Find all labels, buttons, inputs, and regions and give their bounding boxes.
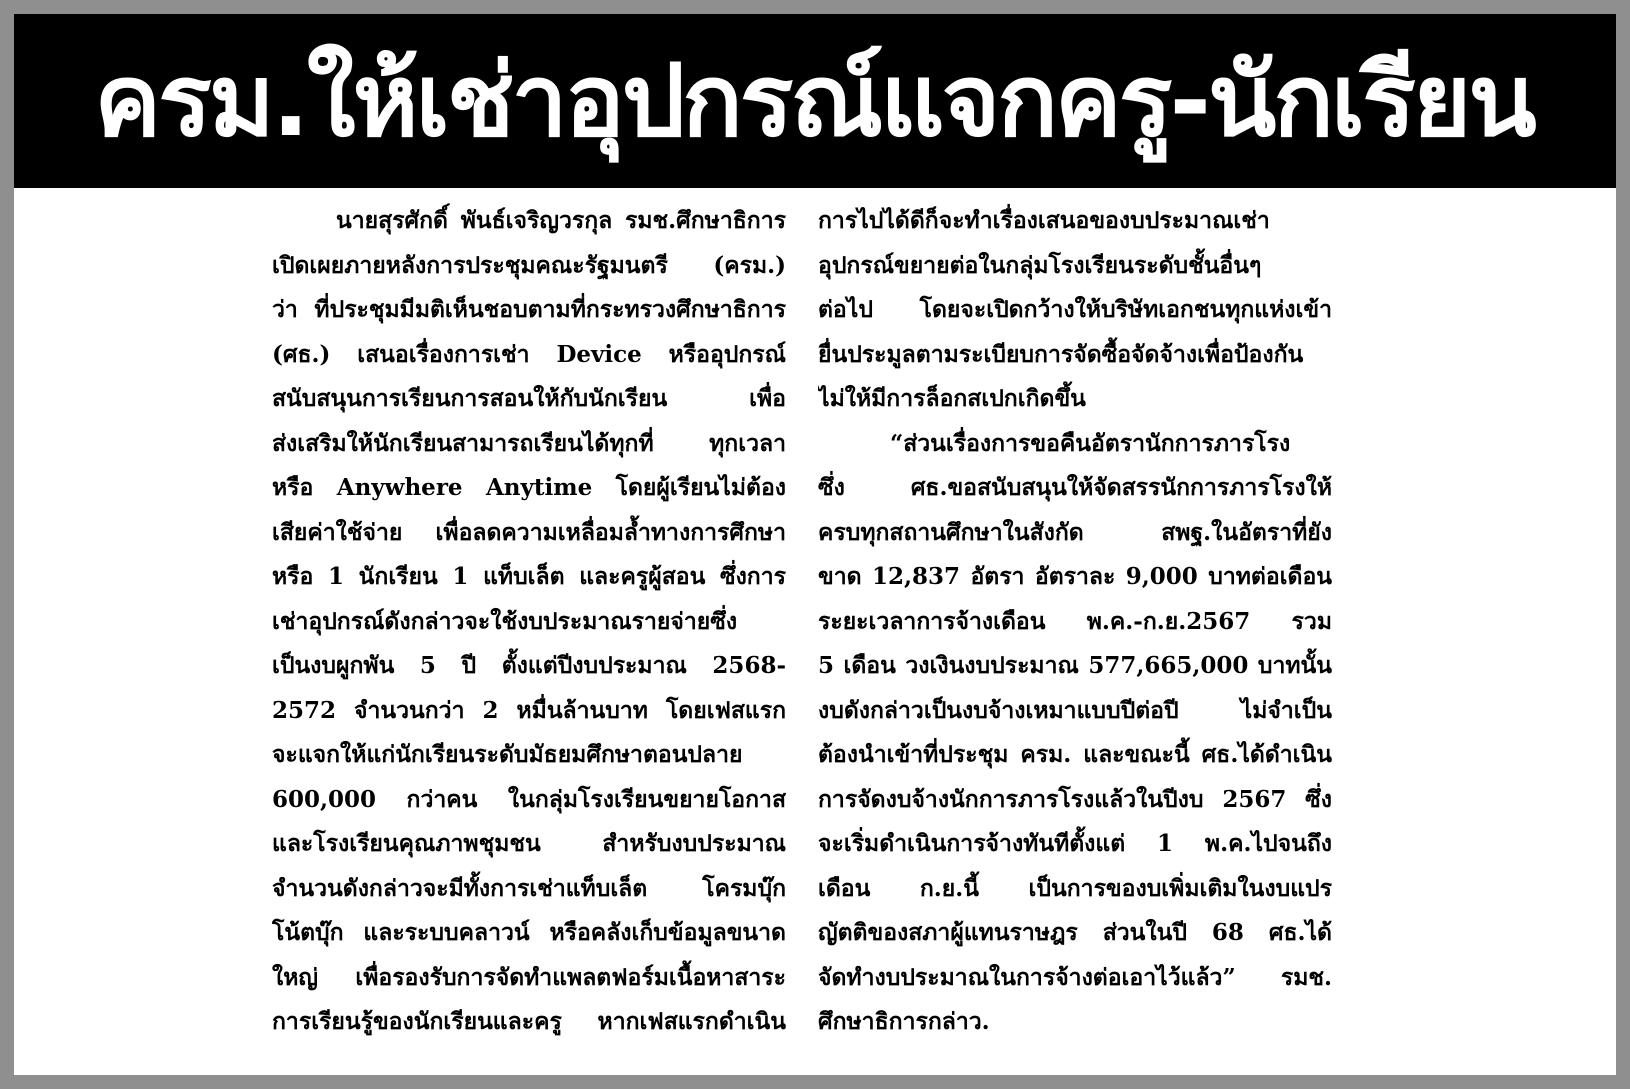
article-line: การจัดงบจ้างนักการภารโรงแล้วในปีงบ 2567 ซึ่ง [818, 785, 1332, 813]
article-line: นายสุรศักดิ์ พันธ์เจริญวรกุล รมช.ศึกษาธิการ [336, 207, 786, 234]
article-line: ไม่ให้มีการล็อกสเปกเกิดขึ้น [818, 385, 1086, 412]
article-line: โน้ตบุ๊ก และระบบคลาวน์ หรือคลังเก็บข้อมูลขนาด [272, 919, 786, 946]
article-line: ระยะเวลาการจ้างเดือน พ.ค.-ก.ย.2567 รวม [818, 607, 1332, 635]
article-line: 5 เดือน วงเงินงบประมาณ 577,665,000 บาทนั้น [818, 652, 1332, 679]
article-line: สนับสนุนการเรียนการสอนให้กับนักเรียน เพื่อ [272, 385, 786, 412]
article-line: ซึ่ง ศธ.ขอสนับสนุนให้จัดสรรนักการภารโรงให้ [818, 474, 1332, 501]
article-column-left [272, 199, 786, 1059]
article-line: ยื่นประมูลตามระเบียบการจัดซื้อจัดจ้างเพื่อป้องกัน [818, 340, 1304, 368]
article-line: เสียค่าใช้จ่าย เพื่อลดความเหลื่อมล้ำทางการศึกษา [272, 518, 786, 546]
article-line: และโรงเรียนคุณภาพชุมชน สำหรับงบประมาณ [272, 830, 786, 857]
newspaper-clipping [14, 14, 1616, 1075]
article-line: จัดทำงบประมาณในการจ้างต่อเอาไว้แล้ว” รมช. [818, 963, 1332, 991]
article-line: หรือ 1 นักเรียน 1 แท็บเล็ต และครูผู้สอน ซึ่งการ [272, 563, 786, 590]
article-line: “ส่วนเรื่องการขอคืนอัตรานักการภารโรง [890, 429, 1291, 457]
article-line: อุปกรณ์ขยายต่อในกลุ่มโรงเรียนระดับชั้นอื่นๆ [818, 251, 1262, 279]
article-line: ครบทุกสถานศึกษาในสังกัด สพฐ.ในอัตราที่ยัง [818, 518, 1332, 546]
article-line: การไปได้ดีก็จะทำเรื่องเสนอของบประมาณเช่า [818, 207, 1270, 234]
article-line: ใหญ่ เพื่อรองรับการจัดทำแพลตฟอร์มเนื้อหาสาระ [272, 963, 786, 991]
article-column-right [818, 199, 1332, 1059]
article-line: จำนวนดังกล่าวจะมีทั้งการเช่าแท็บเล็ต โครมบุ๊ก [272, 874, 786, 902]
article-line: (ศธ.) เสนอเรื่องการเช่า Device หรืออุปกรณ์ [272, 340, 786, 368]
article-line: ญัตติของสภาผู้แทนราษฎร ส่วนในปี 68 ศธ.ได้ [818, 919, 1332, 946]
headline-banner [14, 14, 1616, 188]
article-line: 600,000 กว่าคน ในกลุ่มโรงเรียนขยายโอกาส [272, 785, 786, 813]
article-line: ศึกษาธิการกล่าว. [818, 1008, 990, 1035]
article-line: การเรียนรู้ของนักเรียนและครู หากเฟสแรกดำเนิน [272, 1008, 786, 1035]
article-line: เช่าอุปกรณ์ดังกล่าวจะใช้งบประมาณรายจ่ายซึ่ง [272, 607, 738, 635]
article-line: เดือน ก.ย.นี้ เป็นการของบเพิ่มเติมในงบแปร [818, 874, 1332, 902]
article-line: 2572 จำนวนกว่า 2 หมื่นล้านบาท โดยเฟสแรก [272, 696, 786, 724]
article-line: เปิดเผยภายหลังการประชุมคณะรัฐมนตรี (ครม.) [272, 251, 786, 279]
article-line: จะเริ่มดำเนินการจ้างทันทีตั้งแต่ 1 พ.ค.ไปจนถึง [818, 830, 1332, 857]
article-line: จะแจกให้แก่นักเรียนระดับมัธยมศึกษาตอนปลาย [272, 741, 743, 768]
article-line: หรือ Anywhere Anytime โดยผู้เรียนไม่ต้อง [272, 474, 786, 501]
headline: ครม.ให้เช่าอุปกรณ์แจกครู-นักเรียน [94, 42, 1534, 159]
article-line: ส่งเสริมให้นักเรียนสามารถเรียนได้ทุกที่ ทุกเวลา [272, 429, 786, 457]
article-line: ว่า ที่ประชุมมีมติเห็นชอบตามที่กระทรวงศึกษาธิการ [272, 296, 786, 323]
article-line: งบดังกล่าวเป็นงบจ้างเหมาแบบปีต่อปี ไม่จำเป็น [818, 696, 1332, 724]
article-line: เป็นงบผูกพัน 5 ปี ตั้งแต่ปีงบประมาณ 2568- [272, 652, 786, 679]
article-line: ขาด 12,837 อัตรา อัตราละ 9,000 บาทต่อเดือน [818, 563, 1332, 590]
article-line: ต้องนำเข้าที่ประชุม ครม. และขณะนี้ ศธ.ได้ดำเนิน [818, 741, 1332, 768]
article-line: ต่อไป โดยจะเปิดกว้างให้บริษัทเอกชนทุกแห่งเข้า [818, 296, 1332, 323]
